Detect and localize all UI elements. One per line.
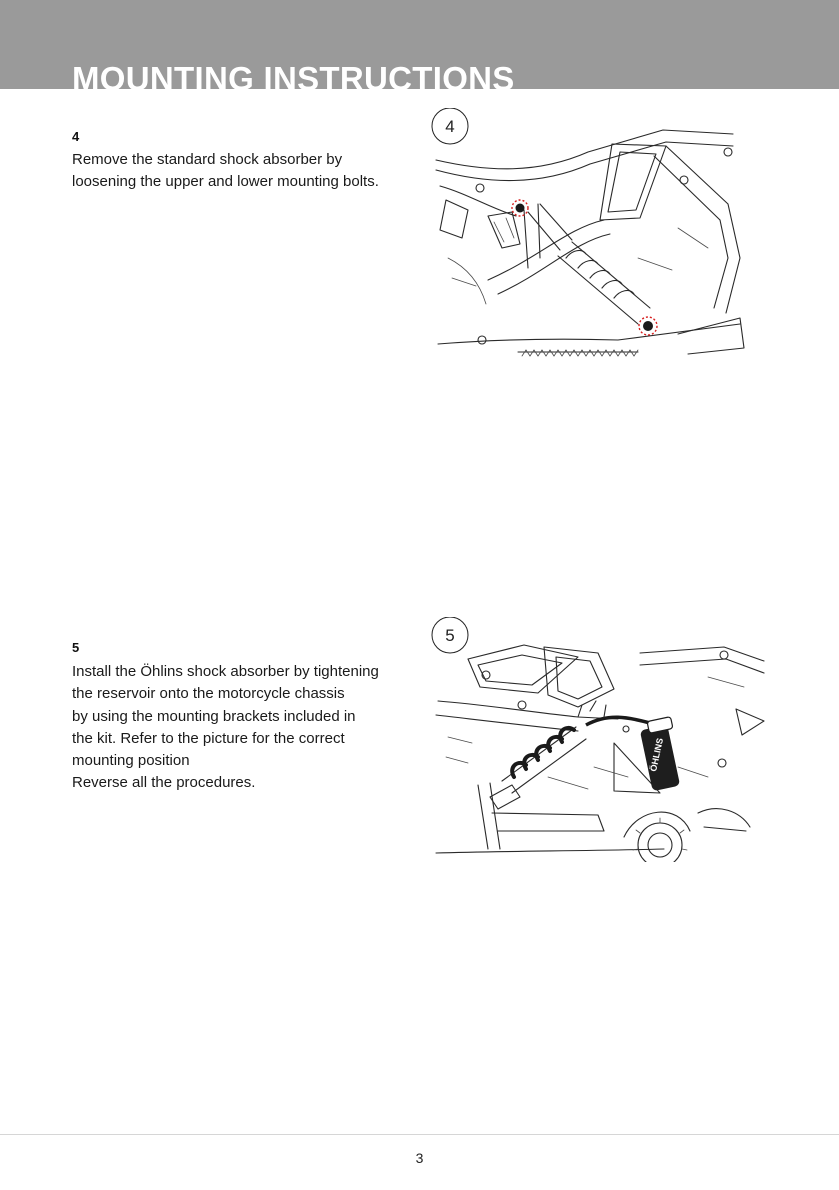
step-4-line: Remove the standard shock absorber by xyxy=(72,151,343,168)
figure-5-label: 5 xyxy=(445,626,455,645)
figure-5 xyxy=(428,617,768,862)
step-4-number: 4 xyxy=(72,129,80,144)
figure-4-linework xyxy=(436,130,744,356)
step-5-line: the reservoir onto the motorcycle chassis xyxy=(72,685,345,703)
figure-4 xyxy=(428,108,748,368)
step-5-line: mounting position xyxy=(72,752,190,770)
step-5-line: Reverse all the procedures. xyxy=(72,774,256,792)
step-4-text xyxy=(72,149,417,194)
lower-mounting-bolt-icon xyxy=(639,317,657,335)
page-title: MOUNTING INSTRUCTIONS xyxy=(72,60,515,89)
step-5-line: the kit. Refer to the picture for the correct xyxy=(72,729,345,747)
figure-4-label: 4 xyxy=(445,117,455,136)
ohlins-shock-installed-illustration xyxy=(428,617,768,862)
page-number: 3 xyxy=(415,1150,424,1166)
rear-frame-shock-removal-illustration xyxy=(428,108,748,368)
step-5-line: by using the mounting brackets included in xyxy=(72,707,356,725)
ohlins-reservoir-icon xyxy=(640,717,680,792)
step-5-line: Install the Öhlins shock absorber by tightening xyxy=(72,663,379,680)
upper-mounting-bolt-icon xyxy=(512,200,528,216)
step-5-number: 5 xyxy=(72,640,80,655)
figure-5-badge xyxy=(432,617,468,653)
step-4-line: loosening the upper and lower mounting bolts. xyxy=(72,173,379,191)
step-5-text xyxy=(72,661,417,795)
figure-4-badge xyxy=(432,108,468,144)
header-band xyxy=(0,0,839,89)
figure-5-linework xyxy=(436,645,764,862)
reservoir-logo: ÖHLINS xyxy=(648,737,666,773)
footer-divider xyxy=(0,1134,839,1135)
